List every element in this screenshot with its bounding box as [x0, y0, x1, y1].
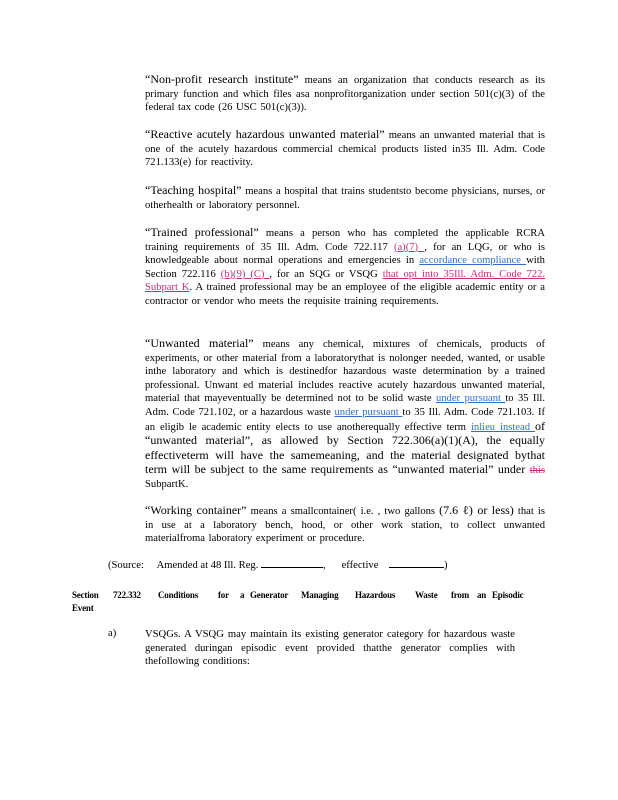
definition-text: . A trained professional may be an employee of the eligible academic entity or a contractor or vendor who meets the requisite training requirements.: [145, 282, 545, 307]
inserted-text: accordance compliance: [419, 255, 527, 267]
definition-term: “Reactive acutely hazardous unwanted material”: [145, 127, 385, 141]
heading-word: a: [240, 590, 245, 600]
source-amended: Amended at 48 Ill. Reg.: [156, 560, 259, 571]
heading-word: from: [451, 590, 470, 600]
register-blank: [261, 557, 323, 568]
definition-text: means a hospital that trains studentsto become physicians, nurses, or otherhealth or laboratory personnel.: [145, 186, 545, 211]
definition-text: means an unwanted material that is one of the acutely hazardous commercial chemical products listed in35 Ill. Adm. Code 721.133(e) for reactivity.: [145, 130, 545, 169]
definition-term: “Non-profit research institute”: [145, 72, 299, 86]
heading-word: Episodic: [492, 590, 524, 600]
definition-text: means a smallcontainer( i.e. , two gallons: [246, 506, 440, 517]
deleted-text: this: [529, 465, 545, 477]
inserted-text: under pursuant: [435, 393, 506, 405]
definition-unwanted-material: [145, 337, 545, 492]
definition-text: means an organization that conducts research as its primary function and which files asa nonprofitorganization under section 501(c)(3) of the federal tax code (26 USC 501(c)(3)).: [145, 75, 546, 114]
definition-trained-professional: [145, 226, 545, 309]
definition-text: to 35 Ill. Adm. Code 721.103. If an eligib le academic entity elects to use anotherequally effective term: [145, 406, 545, 433]
source-note: (Source: Amended at 48 Ill. Reg. , effective ): [108, 557, 448, 571]
definition-text: means a person who has completed the applicable RCRA training requirements of 35 Ill. Adm. Code 722.117: [145, 228, 545, 253]
heading-word: Event: [72, 603, 94, 613]
definition-text: with Section 722.116: [145, 255, 545, 280]
definition-nonprofit-research-institute: [145, 73, 545, 115]
inserted-text: (a)(7): [393, 241, 425, 253]
inserted-text: inlieu instead: [470, 421, 535, 433]
definition-text: , for an SQG or VSQG: [269, 268, 383, 280]
inserted-text: (b)(9) (C): [220, 268, 270, 280]
definition-reactive-acutely-hazardous: [145, 128, 545, 170]
definition-term: “Teaching hospital”: [145, 183, 242, 197]
definition-text: to 35 Ill. Adm. Code 721.102, or a hazardous waste: [145, 393, 545, 418]
definition-text: (7.6 ℓ) or less): [439, 503, 514, 517]
heading-word: Waste: [415, 590, 438, 600]
heading-word: Managing: [301, 590, 339, 600]
heading-word: an: [477, 590, 487, 600]
section-number: 722.332: [113, 590, 141, 600]
heading-word: Conditions: [158, 590, 199, 600]
heading-word: Hazardous: [355, 590, 396, 600]
inserted-text: under pursuant: [334, 406, 403, 418]
definition-text: that is in use at a laboratory bench, hood, or other work station, to collect unwanted materialfroma laboratory experiment or procedure.: [145, 506, 545, 545]
definition-text: means any chemical, mixtures of chemicals, products of experiments, or other material from a laboratorythat is nolonger needed, wanted, or usable inthe laboratory and which is destinedfor hazardous waste determination by a trained professional. Unwant ed material includes reactive acutely hazardous unwanted material, material that mayeventually be determined not to be solid waste: [145, 339, 545, 405]
definition-text: SubpartK.: [145, 478, 189, 490]
definition-working-container: [145, 504, 545, 546]
paragraph-a-text: VSQGs. A VSQG may maintain its existing generator category for hazardous waste generated duringan episodic event provided thatthe generator complies with thefollowing conditions:: [145, 629, 515, 668]
definition-text: of “unwanted material”, as allowed by Section 722.306(a)(1)(A), the equally effectiveterm will have the samemeaning, and the material designated bythat term will be subject to the same requirements as “unwanted material” under: [145, 418, 545, 477]
section-label: Section: [72, 590, 99, 600]
heading-word: for: [218, 590, 229, 600]
definition-term: “Working container”: [145, 503, 247, 517]
source-suffix: ): [444, 560, 448, 571]
effective-date-blank: [389, 557, 444, 568]
source-effective: effective: [341, 560, 379, 571]
definition-term: “Unwanted material”: [145, 336, 254, 350]
paragraph-label: a): [108, 628, 117, 639]
definition-text: , for an LQG, or who is knowledgeable about normal operations and emergencies in: [145, 241, 545, 267]
source-prefix: (Source:: [108, 560, 144, 571]
inserted-text: that opt into 35Ill. Adm. Code 722. Subpart K: [145, 268, 546, 294]
definition-teaching-hospital: [145, 184, 545, 212]
heading-word: Generator: [250, 590, 289, 600]
definition-term: “Trained professional”: [145, 225, 259, 239]
